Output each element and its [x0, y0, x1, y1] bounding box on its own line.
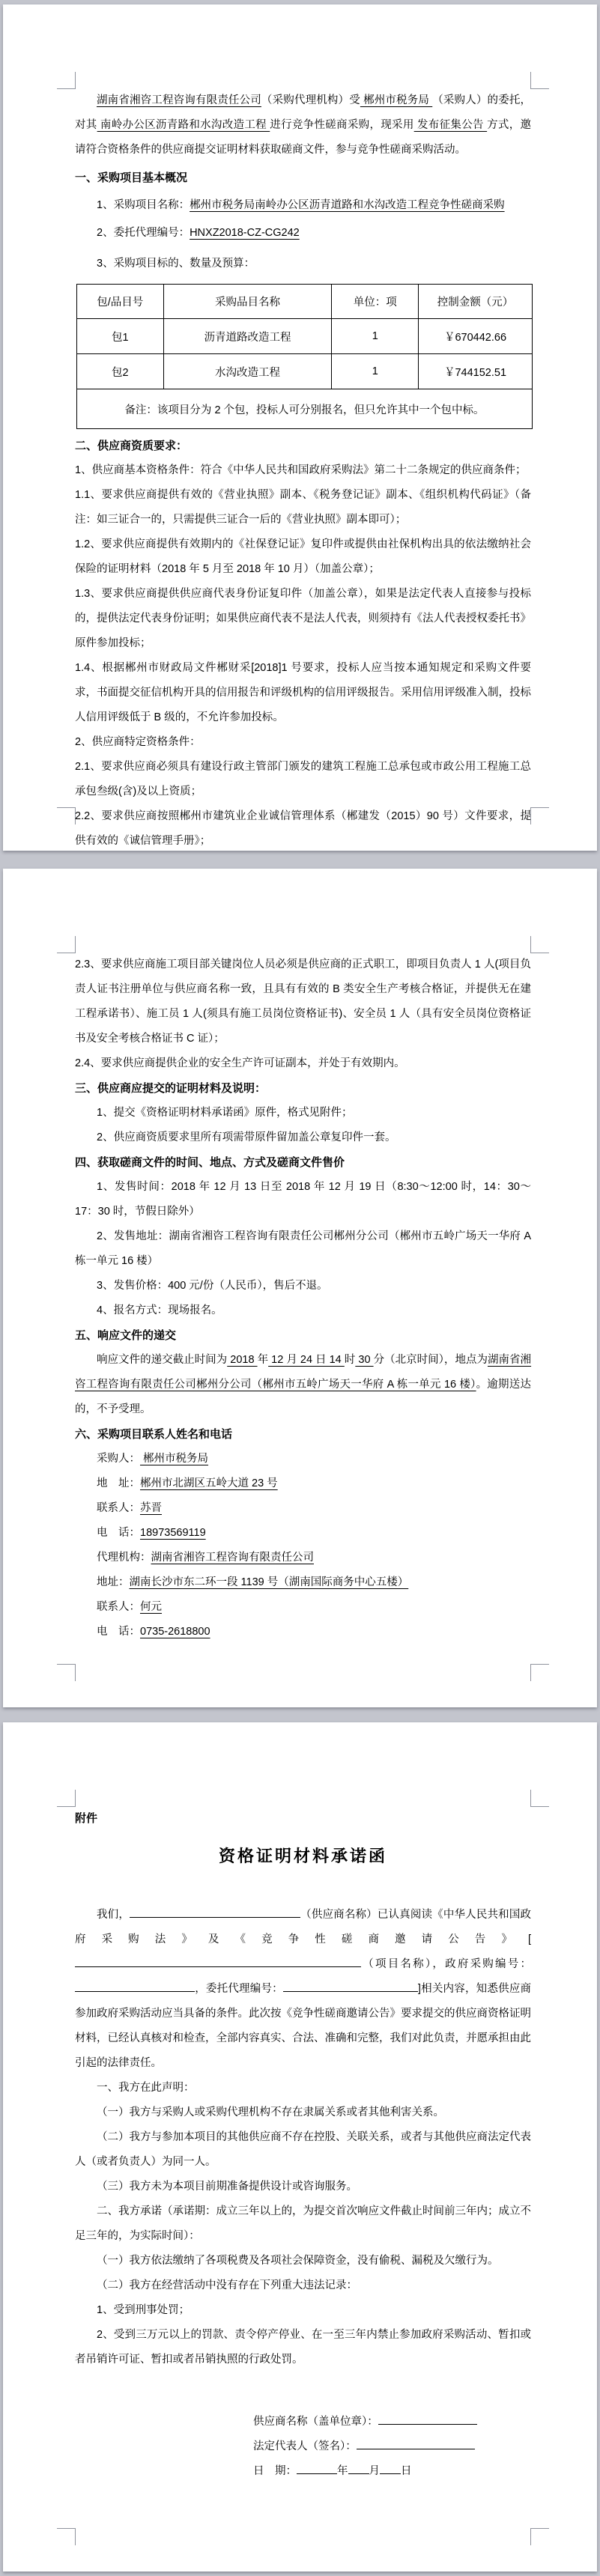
fill-in-blank: [75, 1980, 195, 1992]
text-run: 1、受到刑事处罚；: [97, 2304, 190, 2316]
text-run: 一、我方在此声明：: [97, 2082, 195, 2094]
fill-in-blank: [357, 2437, 475, 2449]
text-run: ]相关内容，知悉供应商参加政府采购活动应当具备的条件。此次按《竞争性磋商邀请公告》要求提交的供应商资格证明材料，已经认真核对和检查，全部内容真实、合法、准确和完整，我们对此负责，并愿承担由此引起的法律责任。: [75, 1983, 532, 2069]
section-heading: [75, 1076, 531, 1101]
paragraph: [75, 804, 531, 851]
text-run: 日 期：: [253, 2465, 297, 2477]
paragraph: [75, 1903, 531, 2076]
text-boundary-mark: [57, 807, 76, 824]
text-boundary-mark: [530, 1790, 549, 1807]
fill-in-blank: [348, 2462, 369, 2474]
text-run: 1、供应商基本资格条件：符合《中华人民共和国政府采购法》第二十二条规定的供应商条件；: [75, 464, 527, 476]
text-run: 附件: [75, 1812, 98, 1825]
section-heading: [75, 1323, 531, 1348]
text-run: 日: [401, 2465, 412, 2477]
attachment-title: [75, 1841, 531, 1871]
text-run: 时: [344, 1354, 356, 1366]
text-run: 资格证明材料承诺函: [218, 1847, 387, 1865]
text-run: 2、供应商资质要求里所有项需带原件留加盖公章复印件一套。: [97, 1131, 396, 1143]
underlined-text: 发布征集公告: [413, 119, 488, 131]
paragraph: [75, 1348, 531, 1422]
underlined-text: HNXZ2018-CZ-CG242: [190, 227, 300, 239]
text-run: 年: [337, 2465, 348, 2477]
text-run: （供应商名称）已认真阅读《中华人民共和国政府采购法》及《竞争性磋商邀请公告》[: [75, 1909, 531, 1945]
text-run: 1、采购项目名称：: [97, 199, 190, 211]
text-run: 二、供应商资质要求：: [75, 440, 188, 452]
text-boundary-mark: [530, 807, 549, 824]
text-boundary-mark: [57, 1664, 76, 1681]
text-run: （项目名称），政府采购编号：: [361, 1958, 531, 1970]
fill-in-blank: [130, 1906, 300, 1918]
table-cell: 包2: [77, 354, 164, 389]
text-run: （一）我方与采购人或采购代理机构不存在隶属关系或者其他利害关系。: [97, 2106, 444, 2118]
document-page-2: [3, 869, 597, 1707]
paragraph: [75, 2273, 531, 2298]
text-run: （三）我方未为本项目前期准备提供设计或咨询服务。: [97, 2181, 357, 2193]
fill-in-blank: [378, 2413, 477, 2425]
table-row: [77, 319, 533, 354]
table-cell: 1: [332, 354, 419, 389]
text-run: 我们，: [97, 1909, 130, 1921]
procurement-lots-table: [76, 284, 533, 429]
text-run: 分（北京时间），地点为: [373, 1354, 488, 1366]
table-cell: 水沟改造工程: [163, 354, 332, 389]
header-cell: 单位：项: [332, 285, 419, 319]
text-run: 1.3、要求供应商提供供应商代表身份证复印件（加盖公章），如果是法定代表人直接参与投标的，提供法定代表身份证明；如果供应商代表不是法人代表，则须持有《法人代表授权委托书》原件参加投标；: [75, 588, 531, 649]
header-cell: 控制金额（元）: [418, 285, 532, 319]
paragraph: [75, 2100, 531, 2125]
underlined-text: 2018: [227, 1354, 258, 1366]
text-run: 3、发售价格：400 元/份（人民币），售后不退。: [97, 1280, 328, 1292]
text-boundary-mark: [530, 936, 549, 953]
paragraph: [75, 1175, 531, 1224]
underlined-text: 12 月 24 日 14: [268, 1354, 345, 1366]
text-run: 五、响应文件的递交: [75, 1329, 177, 1342]
text-run: 年: [257, 1354, 269, 1366]
text-run: 电 话：: [97, 1626, 140, 1638]
fill-in-blank: [380, 2462, 401, 2474]
text-run: 采购人：: [97, 1453, 140, 1465]
table-row: [77, 354, 533, 389]
underlined-text: 南岭办公区沥青路和水沟改造工程: [97, 119, 270, 131]
text-run: 2、受到三万元以上的罚款、责令停产停业、在一至三年内禁止参加政府采购活动、暂扣或者吊销许可证、暂扣或者吊销执照的行政处罚。: [75, 2329, 531, 2366]
text-run: （采购代理机构）受: [261, 94, 360, 106]
paragraph: [75, 483, 531, 532]
underlined-text: 何元: [140, 1601, 162, 1613]
signature-line: [253, 2434, 531, 2459]
paragraph: [75, 2298, 531, 2323]
text-run: 电 话：: [97, 1527, 140, 1539]
paragraph: [75, 2249, 531, 2273]
paragraph: [75, 252, 531, 276]
page-2-content: [75, 869, 531, 1644]
table-header-row: [77, 285, 533, 319]
fill-in-blank: [297, 2462, 337, 2474]
paragraph: [75, 2175, 531, 2199]
paragraph: [75, 1496, 531, 1521]
underlined-text: 郴州市税务局南岭办公区沥青道路和水沟改造工程竞争性磋商采购: [190, 199, 505, 211]
underlined-text: 苏晋: [140, 1502, 162, 1514]
fill-in-blank: [283, 1980, 418, 1992]
table-cell: 沥青道路改造工程: [163, 319, 332, 354]
paragraph: [75, 2323, 531, 2372]
paragraph: [75, 1620, 531, 1644]
text-run: 1.1、要求供应商提供有效的《营业执照》副本、《税务登记证》副本、《组织机构代码证》（备注：如三证合一的，只需提供三证合一后的《营业执照》副本即可）；: [75, 489, 531, 526]
table-cell: 1: [332, 319, 419, 354]
text-run: 2、委托代理编号：: [97, 227, 190, 239]
document-page-1: [3, 4, 597, 851]
paragraph: [75, 2199, 531, 2249]
header-cell: 包/品目号: [77, 285, 164, 319]
text-run: 1.4、根据郴州市财政局文件郴财采[2018]1 号要求，投标人应当按本通知规定和采购文件要求，书面提交征信机构开具的信用报告和评级机构的信用评级报告。采用信用评级准入制，投标人信用评级低于 B 级的，不允许参加投标。: [75, 662, 531, 723]
paragraph: [75, 221, 531, 246]
text-run: （二）我方在经营活动中没有存在下列重大违法记录：: [97, 2279, 357, 2291]
text-run: 三、供应商应提交的证明材料及说明：: [75, 1082, 267, 1095]
paragraph: [75, 458, 531, 483]
text-run: 。逾期送达的，不予受理。: [75, 1379, 531, 1415]
underlined-text: 郴州市北湖区五岭大道 23 号: [140, 1477, 278, 1489]
text-run: 2.1、要求供应商必须具有建设行政主管部门颁发的建筑工程施工总承包或市政公用工程施工总承包叁级(含)及以上资质；: [75, 761, 531, 798]
text-run: 联系人：: [97, 1502, 140, 1514]
text-run: 2.2、要求供应商按照郴州市建筑业企业诚信管理体系（郴建发（2015）90 号）文件要求，提供有效的《诚信管理手册》；: [75, 810, 531, 847]
underlined-text: 30: [355, 1354, 374, 1366]
text-run: 3、采购项目标的、数量及预算：: [97, 258, 255, 270]
paragraph: [75, 1570, 531, 1595]
document-page-3: [3, 1722, 597, 2572]
text-run: （二）我方与参加本项目的其他供应商不存在控股、关联关系，或者与其他供应商法定代表人（或者负责人）为同一人。: [75, 2131, 531, 2168]
table-cell: ￥744152.51: [418, 354, 532, 389]
paragraph: [75, 1224, 531, 1274]
paragraph: [75, 1274, 531, 1298]
table-note: 备注：该项目分为 2 个包，投标人可分别报名，但只允许其中一个包中标。: [77, 389, 533, 429]
text-run: 1.2、要求供应商提供有效期内的《社保登记证》复印件或提供由社保机构出具的依法缴纳社会保险的证明材料（2018 年 5 月至 2018 年 10 月）（加盖公章）；: [75, 538, 531, 575]
paragraph: [75, 193, 531, 218]
text-boundary-mark: [57, 2528, 76, 2545]
paragraph: [75, 953, 531, 1051]
underlined-text: 湖南省湘咨工程咨询有限责任公司: [97, 94, 261, 106]
text-run: 进行竞争性磋商采购，现采用: [270, 119, 414, 131]
paragraph: [75, 1126, 531, 1150]
attachment-label: [75, 1806, 531, 1831]
underlined-text: 湖南省湘咨工程咨询有限责任公司: [151, 1552, 314, 1564]
paragraph: [75, 1521, 531, 1546]
text-boundary-mark: [57, 936, 76, 953]
paragraph: [75, 1447, 531, 1471]
paragraph: [75, 656, 531, 730]
text-run: 2.3、要求供应商施工项目部关键岗位人员必须是供应商的正式职工，即项目负责人 1 人(项目负责人证书注册单位与供应商名称一致，且具有有效的 B 类安全生产考核合格证，并提供无在建工程承诺书）、施工员 1 人(须具有施工员岗位资格证书)、安全员 1 人（具有安全员岗位资格证书及安全考核合格证书 C 证）；: [75, 959, 531, 1045]
text-run: 2、发售地址：湖南省湘咨工程咨询有限责任公司郴州分公司（郴州市五岭广场天一华府 A 栋一单元 16 楼）: [75, 1230, 531, 1267]
signature-line: [253, 2459, 531, 2484]
text-run: 4、报名方式：现场报名。: [97, 1304, 222, 1316]
paragraph: [75, 2076, 531, 2100]
section-heading: [75, 434, 531, 458]
paragraph: [75, 1471, 531, 1496]
section-heading: [75, 1422, 531, 1447]
paragraph: [75, 532, 531, 582]
underlined-text: 湖南长沙市东二环一段 1139 号（湖南国际商务中心五楼）: [129, 1576, 409, 1588]
text-run: 一、采购项目基本概况: [75, 171, 188, 184]
text-run: 地 址：: [97, 1477, 140, 1489]
text-run: 响应文件的递交截止时间为: [97, 1354, 228, 1366]
paragraph: [75, 1546, 531, 1570]
text-run: 代理机构：: [97, 1552, 151, 1564]
text-run: 2、供应商特定资格条件：: [75, 736, 201, 748]
text-run: 地址：: [97, 1576, 130, 1588]
section-heading: [75, 165, 531, 190]
text-run: 法定代表人（签名）：: [253, 2440, 357, 2452]
text-run: 联系人：: [97, 1601, 140, 1613]
text-run: 二、我方承诺（承诺期：成立三年以上的，为提交首次响应文件截止时间前三年内；成立不足三年的，为实际时间）：: [75, 2205, 531, 2242]
header-cell: 采购品目名称: [163, 285, 332, 319]
text-boundary-mark: [530, 2528, 549, 2545]
text-boundary-mark: [57, 72, 76, 89]
text-run: 方式，邀请符合资格条件的供应商提交证明材料获取磋商文件，参与竞争性磋商采购活动。: [75, 119, 532, 156]
text-run: 月: [369, 2465, 380, 2477]
text-boundary-mark: [530, 1664, 549, 1681]
paragraph: [75, 1298, 531, 1323]
text-boundary-mark: [530, 72, 549, 89]
fill-in-blank: [75, 1955, 361, 1967]
text-run: 2.4、要求供应商提供企业的安全生产许可证副本，并处于有效期内。: [75, 1057, 405, 1069]
underlined-text: 湖南省湘咨工程咨询有限责任公司郴州分公司（郴州市五岭广场天一华府 A 栋一单元 16 楼）: [75, 1354, 532, 1391]
section-heading: [75, 1150, 531, 1175]
paragraph: [75, 582, 531, 656]
text-run: ，委托代理编号：: [195, 1983, 283, 1995]
page-1-content: [75, 4, 531, 851]
table-note-row: [77, 389, 533, 429]
paragraph: [75, 1051, 531, 1076]
text-run: 1、发售时间：2018 年 12 月 13 日至 2018 年 12 月 19 日（8:30～12:00 时，14：30～17：30 时，节假日除外）: [75, 1181, 531, 1218]
paragraph: [75, 2125, 531, 2175]
table-cell: 包1: [77, 319, 164, 354]
table-cell: ￥670442.66: [418, 319, 532, 354]
text-run: （一）我方依法缴纳了各项税费及各项社会保障资金，没有偷税、漏税及欠缴行为。: [97, 2255, 499, 2267]
signature-line: [253, 2410, 531, 2434]
underlined-text: 0735-2618800: [140, 1626, 210, 1638]
underlined-text: 郴州市税务局: [360, 94, 433, 106]
page-3-content: [75, 1722, 531, 2484]
text-run: 1、提交《资格证明材料承诺函》原件，格式见附件；: [97, 1107, 353, 1119]
text-run: 六、采购项目联系人姓名和电话: [75, 1428, 233, 1441]
paragraph: [75, 1595, 531, 1620]
paragraph: [75, 755, 531, 804]
text-boundary-mark: [57, 1790, 76, 1807]
paragraph: [75, 730, 531, 755]
text-run: （采购人）的委托，对其: [75, 94, 532, 131]
paragraph: [75, 88, 531, 162]
text-run: 供应商名称（盖单位章）：: [253, 2416, 378, 2428]
text-run: 四、获取磋商文件的时间、地点、方式及磋商文件售价: [75, 1156, 345, 1169]
paragraph: [75, 1101, 531, 1126]
underlined-text: 郴州市税务局: [140, 1453, 209, 1465]
underlined-text: 18973569119: [140, 1527, 206, 1539]
